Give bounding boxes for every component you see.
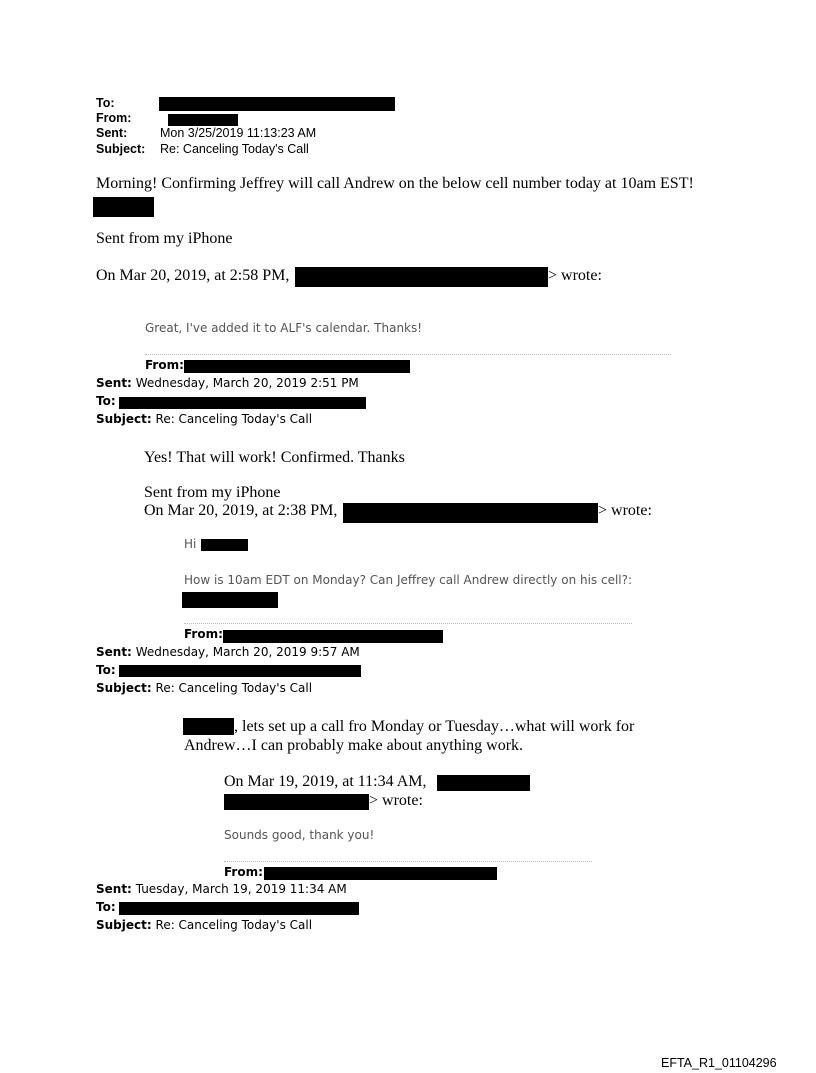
from-label: From:	[96, 111, 132, 125]
redaction	[295, 267, 548, 287]
redaction	[224, 794, 369, 810]
redaction	[119, 397, 366, 409]
message-body: Sounds good, thank you!	[224, 828, 375, 842]
quote-intro: On Mar 20, 2019, at 2:38 PM,	[144, 502, 338, 519]
from-label: From:	[184, 627, 223, 641]
signoff: Sent from my iPhone	[144, 484, 281, 501]
redaction	[93, 197, 154, 217]
redaction	[183, 718, 234, 735]
to-label: To:	[96, 900, 116, 914]
redaction	[159, 97, 395, 111]
quote-intro-suffix: > wrote:	[598, 502, 652, 519]
sent-value: Mon 3/25/2019 11:13:23 AM	[160, 126, 317, 140]
divider	[184, 623, 632, 624]
redaction	[119, 665, 361, 677]
subject-line: Subject: Re: Canceling Today's Call	[96, 681, 313, 695]
divider	[224, 861, 592, 862]
message-body: How is 10am EDT on Monday? Can Jeffrey call Andrew directly on his cell?:	[184, 573, 633, 587]
quote-intro: On Mar 19, 2019, at 11:34 AM,	[224, 773, 427, 790]
subject-label: Subject:	[96, 142, 146, 156]
redaction	[168, 114, 238, 126]
divider	[145, 354, 671, 355]
to-label: To:	[96, 96, 115, 110]
redaction	[264, 867, 497, 880]
subject-line: Subject: Re: Canceling Today's Call	[96, 412, 313, 426]
quote-intro-suffix: > wrote:	[369, 792, 423, 809]
message-body: Morning! Confirming Jeffrey will call Andrew on the below cell number today at 10am EST!	[96, 175, 694, 192]
redaction	[201, 539, 248, 551]
greeting: Hi	[184, 537, 197, 551]
redaction	[119, 902, 359, 915]
sent-line: Sent: Wednesday, March 20, 2019 9:57 AM	[96, 645, 360, 659]
redaction	[437, 775, 530, 791]
document-id: EFTA_R1_01104296	[661, 1056, 777, 1070]
quote-intro-suffix: > wrote:	[548, 267, 602, 284]
subject-value: Re: Canceling Today's Call	[160, 142, 309, 156]
from-label: From:	[224, 865, 263, 879]
sent-line: Sent: Tuesday, March 19, 2019 11:34 AM	[96, 882, 347, 896]
redaction	[182, 592, 278, 608]
message-body: Great, I've added it to ALF's calendar. Thanks!	[145, 321, 423, 335]
from-label: From:	[145, 358, 184, 372]
redaction	[223, 630, 443, 643]
redaction	[184, 360, 410, 373]
message-body-line2: Andrew…I can probably make about anything work.	[184, 737, 524, 754]
subject-line: Subject: Re: Canceling Today's Call	[96, 918, 313, 932]
to-label: To:	[96, 663, 116, 677]
redaction	[343, 503, 598, 523]
message-body: Yes! That will work! Confirmed. Thanks	[144, 449, 405, 466]
quote-intro: On Mar 20, 2019, at 2:58 PM,	[96, 267, 290, 284]
to-label: To:	[96, 394, 116, 408]
sent-line: Sent: Wednesday, March 20, 2019 2:51 PM	[96, 376, 359, 390]
message-body-line1: , lets set up a call fro Monday or Tuesday…what will work for	[234, 718, 635, 735]
sent-label: Sent:	[96, 126, 128, 140]
signoff: Sent from my iPhone	[96, 230, 233, 247]
